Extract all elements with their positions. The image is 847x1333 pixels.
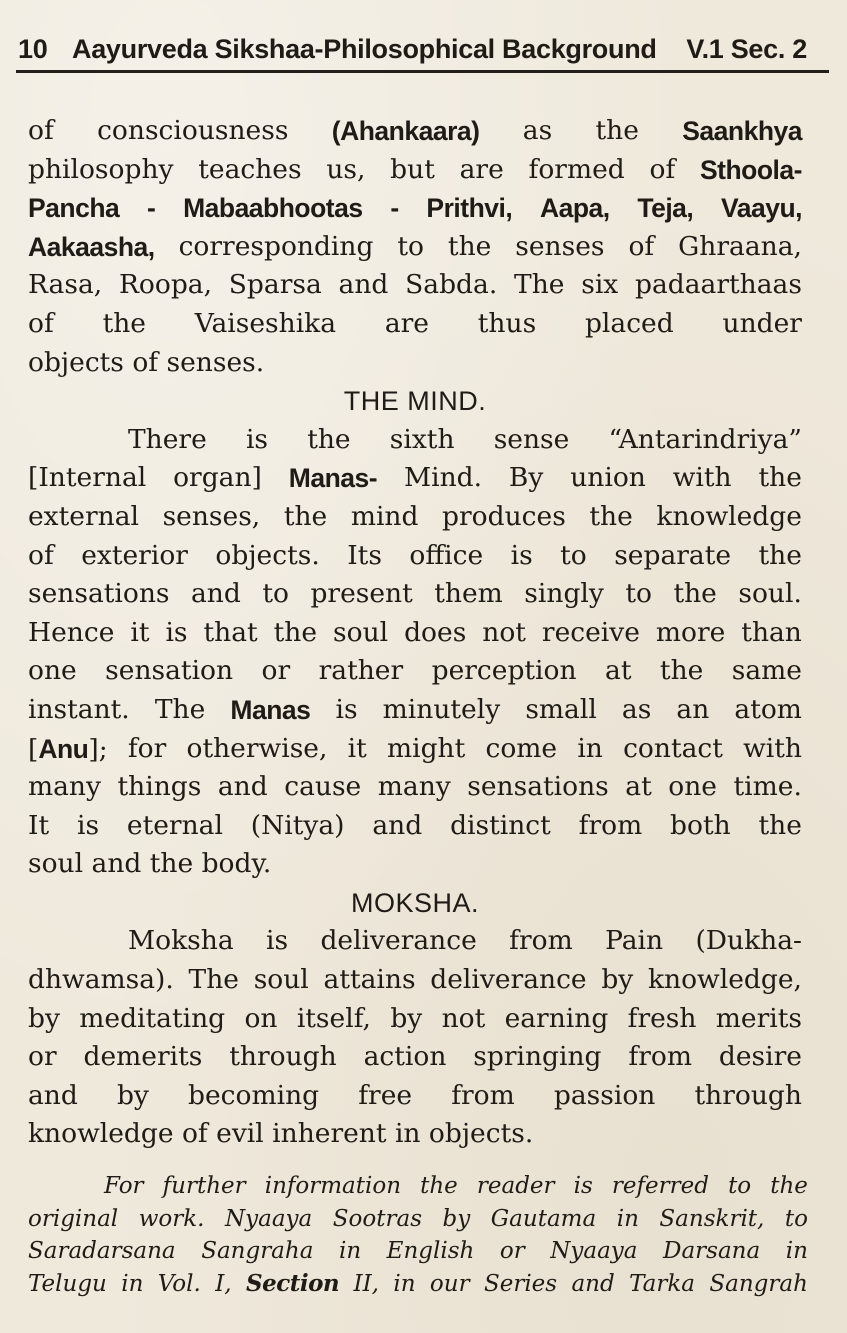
bracket: ]; xyxy=(88,733,108,765)
word: for xyxy=(127,732,167,764)
word: sixth xyxy=(389,423,455,455)
word: atom xyxy=(734,693,802,725)
word: sensation xyxy=(105,655,234,687)
word: By xyxy=(508,462,544,494)
word: of xyxy=(28,307,54,339)
word: union xyxy=(570,462,646,494)
word: Sabda. xyxy=(405,269,498,301)
word: merits xyxy=(715,1002,802,1034)
word: it xyxy=(130,616,150,648)
word: organ] xyxy=(173,462,262,494)
word: to xyxy=(625,578,652,610)
text-line xyxy=(28,614,802,653)
word: the xyxy=(283,500,328,532)
line-text: soul and the body. xyxy=(28,848,272,880)
word: It xyxy=(28,809,50,841)
section-heading-mind: THE MIND. xyxy=(343,386,487,417)
word: the xyxy=(420,1173,458,1199)
word: information xyxy=(264,1173,402,1199)
word: “Antarindriya” xyxy=(608,423,802,455)
running-title: Aayurveda Sikshaa-Philosophical Background xyxy=(72,34,657,64)
word: reader xyxy=(476,1173,555,1199)
word: sensations xyxy=(28,578,170,610)
word: instant. xyxy=(28,693,130,725)
word: The xyxy=(188,964,239,996)
text-line xyxy=(28,961,802,1000)
word: Sanskrit, xyxy=(659,1205,765,1232)
word: Series xyxy=(483,1270,558,1297)
word: of xyxy=(28,115,54,146)
word: with xyxy=(672,462,732,494)
word: and xyxy=(372,809,423,841)
word: not xyxy=(441,1002,486,1034)
word: Hence xyxy=(28,616,115,648)
word: our xyxy=(429,1270,470,1297)
word: cause xyxy=(284,771,362,803)
word: many xyxy=(377,771,451,803)
word: The xyxy=(514,269,565,301)
text-line xyxy=(28,691,802,730)
word: in xyxy=(577,732,603,764)
text-line xyxy=(28,498,802,537)
word: might xyxy=(386,732,466,764)
text-line xyxy=(28,1077,802,1116)
word: philosophy xyxy=(28,153,174,185)
word: and xyxy=(191,578,241,610)
word: the xyxy=(589,500,633,532)
word: under xyxy=(722,307,802,339)
text-line xyxy=(28,151,802,190)
term-mahaabhootas: Mabaabhootas xyxy=(183,193,363,224)
word: senses xyxy=(515,230,605,262)
word: Mind. xyxy=(403,462,483,494)
line-text: knowledge of evil inherent in objects. xyxy=(28,1118,534,1150)
word: them xyxy=(434,578,503,610)
text-line xyxy=(28,266,802,305)
word: by xyxy=(116,1079,149,1111)
word: senses, xyxy=(162,500,261,532)
word: on xyxy=(244,1002,278,1034)
word: distinct xyxy=(450,809,551,841)
term-vaayu: Vaayu, xyxy=(721,193,802,224)
term-saankhya: Saankhya xyxy=(682,116,802,146)
word: that xyxy=(203,616,258,648)
word: or xyxy=(499,1238,525,1264)
word: through xyxy=(229,1041,337,1073)
word: Darsana xyxy=(663,1238,761,1264)
word: demerits xyxy=(83,1041,203,1073)
word: same xyxy=(731,655,802,687)
footnote-line xyxy=(28,1268,808,1301)
word: from xyxy=(578,809,643,841)
word: otherwise, xyxy=(186,732,328,764)
word: to xyxy=(784,1205,808,1232)
word: at xyxy=(625,771,652,803)
term-aakaasha: Aakaasha, xyxy=(28,231,155,262)
word: office xyxy=(409,539,484,571)
word: Pain xyxy=(605,925,664,957)
text-line xyxy=(28,1115,802,1154)
footnote xyxy=(28,1170,808,1300)
term-manas: Manas xyxy=(230,694,311,725)
term-sthoola: Sthoola- xyxy=(700,154,802,185)
word: is xyxy=(335,693,358,725)
main-text xyxy=(28,112,802,1154)
word: meditating xyxy=(79,1002,226,1034)
word: come xyxy=(485,732,558,764)
word: singly xyxy=(524,578,604,610)
word: not xyxy=(482,616,526,648)
word: original xyxy=(28,1205,119,1232)
text-line xyxy=(28,189,802,228)
word: consciousness xyxy=(97,115,289,146)
word: objects. xyxy=(215,539,320,571)
word: Gautama xyxy=(490,1205,597,1232)
page-number: 10 xyxy=(18,34,48,64)
word: Roopa, xyxy=(118,269,213,301)
term-aapa: Aapa, xyxy=(539,193,610,224)
text-line xyxy=(28,575,802,614)
word: II, xyxy=(353,1270,379,1297)
word: it xyxy=(347,732,367,764)
word: are xyxy=(384,307,429,339)
word: and xyxy=(338,269,389,301)
word: with xyxy=(743,732,802,764)
footnote-line xyxy=(28,1235,808,1268)
text-line xyxy=(28,112,802,151)
word: fresh xyxy=(627,1002,697,1034)
word: the xyxy=(758,539,802,571)
text-line xyxy=(28,305,802,344)
word: rather xyxy=(318,655,404,687)
word: of xyxy=(628,230,655,262)
word: by xyxy=(390,1002,423,1034)
word: by xyxy=(601,964,634,996)
word: and xyxy=(28,1079,78,1111)
word: at xyxy=(605,655,632,687)
word: through xyxy=(694,1079,802,1111)
word: receive xyxy=(541,616,640,648)
word: from xyxy=(451,1079,515,1111)
word: as xyxy=(621,693,652,725)
word: Sangraha xyxy=(201,1238,314,1264)
word: placed xyxy=(584,307,674,339)
word: than xyxy=(741,616,802,648)
dash: - xyxy=(390,193,399,224)
word: padaarthaas xyxy=(635,269,802,301)
text-line xyxy=(28,1000,802,1039)
text-line xyxy=(28,807,802,846)
line-text: objects of senses. xyxy=(28,346,265,378)
text-line xyxy=(28,845,802,884)
text-line xyxy=(28,228,802,267)
word: by xyxy=(442,1205,471,1232)
word: Nyaaya xyxy=(550,1238,638,1264)
word: sense xyxy=(493,423,570,455)
text-line xyxy=(28,922,802,961)
word: one xyxy=(668,771,717,803)
word: one xyxy=(28,655,77,687)
word-section: Section xyxy=(245,1269,340,1297)
word: the xyxy=(659,655,704,687)
word: dhwamsa). xyxy=(28,964,174,996)
word: work. xyxy=(138,1205,205,1232)
word: passion xyxy=(553,1079,656,1111)
word: springing xyxy=(473,1041,602,1073)
word: to xyxy=(262,578,289,610)
word: many xyxy=(28,771,101,803)
word: the xyxy=(770,1173,808,1199)
word: is xyxy=(76,809,100,841)
word: (Nitya) xyxy=(250,809,345,841)
word: knowledge, xyxy=(647,964,802,996)
word: us, xyxy=(326,153,366,185)
word: deliverance xyxy=(320,925,477,957)
word: and xyxy=(571,1270,615,1297)
word: soul xyxy=(333,616,389,648)
word: six xyxy=(581,269,619,301)
word: more xyxy=(655,616,726,648)
word: time. xyxy=(733,771,802,803)
word: Vaiseshika xyxy=(194,307,337,339)
word: Rasa, xyxy=(28,269,103,301)
word: as xyxy=(522,115,553,146)
word: is xyxy=(510,539,533,571)
word: eternal xyxy=(126,809,223,841)
word: minutely xyxy=(382,693,501,725)
word: of xyxy=(649,153,676,185)
text-line xyxy=(28,421,802,460)
word: soul xyxy=(253,964,309,996)
word: exterior xyxy=(81,539,188,571)
word: sensations xyxy=(467,771,609,803)
word: There xyxy=(128,423,207,455)
word: produces xyxy=(442,500,566,532)
word: in xyxy=(393,1270,416,1297)
term-manas: Manas- xyxy=(288,463,378,494)
word: desire xyxy=(718,1041,802,1073)
word: Ghraana, xyxy=(678,230,802,262)
word: the xyxy=(758,809,802,841)
word: in xyxy=(338,1238,362,1264)
word: perception xyxy=(431,655,577,687)
word: an xyxy=(676,693,710,725)
word: in xyxy=(616,1205,639,1232)
word: Sparsa xyxy=(228,269,322,301)
term-ahankaara: (Ahankaara) xyxy=(331,116,480,146)
word: to xyxy=(728,1173,752,1199)
word: from xyxy=(509,925,573,957)
word: The xyxy=(154,693,206,725)
word: becoming xyxy=(188,1079,320,1111)
text-line xyxy=(28,537,802,576)
word: teaches xyxy=(198,153,302,185)
dash: - xyxy=(147,193,156,224)
word: the xyxy=(102,307,146,339)
word: formed xyxy=(528,153,625,185)
word: by xyxy=(28,1002,60,1034)
footnote-line xyxy=(28,1170,808,1203)
word: from xyxy=(628,1041,692,1073)
word: attains xyxy=(323,964,416,996)
word: further xyxy=(162,1173,246,1199)
word: separate xyxy=(614,539,732,571)
term-anu-group xyxy=(28,730,108,769)
word: For xyxy=(104,1173,144,1199)
word: Moksha xyxy=(128,925,234,957)
text-line xyxy=(28,652,802,691)
word: corresponding xyxy=(178,230,374,262)
word: of xyxy=(28,539,54,571)
text-line xyxy=(28,768,802,807)
word: external xyxy=(28,500,139,532)
word: action xyxy=(363,1041,447,1073)
term-teja: Teja, xyxy=(637,193,694,224)
word: referred xyxy=(611,1173,709,1199)
word: or xyxy=(28,1041,57,1073)
bracket: [ xyxy=(28,733,39,765)
word: Its xyxy=(347,539,382,571)
word: are xyxy=(459,153,504,185)
word: mind xyxy=(350,500,419,532)
word: but xyxy=(390,153,435,185)
word: the xyxy=(273,616,318,648)
term-anu: Anu xyxy=(38,733,89,764)
word: (Dukha- xyxy=(695,925,802,957)
term-prithvi: Prithvi, xyxy=(426,193,513,224)
word: to xyxy=(397,230,424,262)
word: Sangrah xyxy=(709,1270,808,1297)
word: is xyxy=(266,925,289,957)
section-heading-moksha: MOKSHA. xyxy=(350,887,480,918)
word: soul. xyxy=(738,578,802,610)
word: English xyxy=(386,1238,475,1264)
text-line xyxy=(28,730,802,769)
word: is xyxy=(573,1173,593,1199)
word: the xyxy=(307,423,351,455)
word: or xyxy=(261,655,291,687)
text-line xyxy=(28,459,802,498)
text-line xyxy=(28,344,802,383)
footnote-line xyxy=(28,1203,808,1236)
word: is xyxy=(165,616,188,648)
term-pancha: Pancha xyxy=(28,193,120,224)
word: present xyxy=(310,578,413,610)
word: I, xyxy=(215,1270,232,1297)
word: Sootras xyxy=(332,1205,423,1232)
word: small xyxy=(525,693,597,725)
text-line xyxy=(28,1038,802,1077)
word: does xyxy=(404,616,467,648)
word: thus xyxy=(477,307,537,339)
word: and xyxy=(217,771,268,803)
section-label: V.1 Sec. 2 xyxy=(686,34,807,64)
word: the xyxy=(758,462,802,494)
word: both xyxy=(670,809,731,841)
word: the xyxy=(673,578,717,610)
word: Telugu xyxy=(28,1270,107,1297)
word: Tarka xyxy=(629,1270,696,1297)
word: Saradarsana xyxy=(28,1238,176,1264)
word: itself, xyxy=(296,1002,371,1034)
word: Vol. xyxy=(157,1270,201,1297)
word: things xyxy=(117,771,202,803)
word: in xyxy=(121,1270,144,1297)
word: earning xyxy=(504,1002,609,1034)
word: deliverance xyxy=(430,964,587,996)
word: to xyxy=(560,539,587,571)
word: the xyxy=(447,230,492,262)
word: knowledge xyxy=(656,500,802,532)
running-header xyxy=(16,26,829,73)
word: is xyxy=(245,423,269,455)
word: in xyxy=(785,1238,808,1264)
word: contact xyxy=(623,732,723,764)
word: Nyaaya xyxy=(225,1205,313,1232)
word: [Internal xyxy=(28,462,147,494)
word: the xyxy=(595,115,639,146)
word: free xyxy=(358,1079,413,1111)
